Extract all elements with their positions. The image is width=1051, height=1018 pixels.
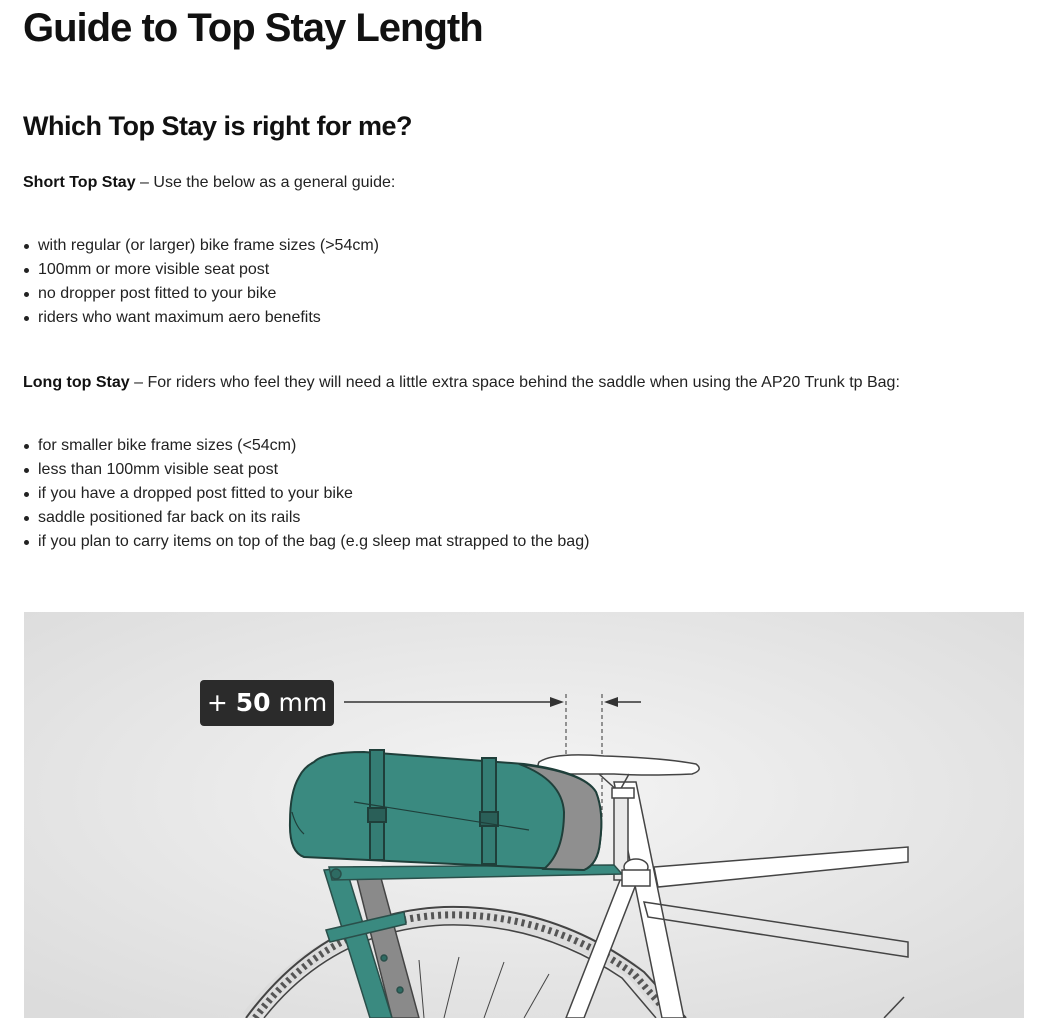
- list-item: less than 100mm visible seat post: [23, 458, 589, 482]
- long-stay-list: [23, 434, 589, 554]
- measurement-badge: [200, 680, 334, 726]
- seatpost-clamp: [622, 859, 650, 886]
- short-stay-list: [23, 234, 379, 330]
- short-stay-paragraph: [23, 173, 395, 193]
- section-heading: Which Top Stay is right for me?: [23, 111, 413, 141]
- list-item: saddle positioned far back on its rails: [23, 506, 589, 530]
- short-stay-heading: Short Top Stay: [23, 174, 136, 191]
- list-item: 100mm or more visible seat post: [23, 258, 379, 282]
- short-stay-intro: – Use the below as a general guide:: [135, 174, 396, 191]
- list-item: for smaller bike frame sizes (<54cm): [23, 434, 589, 458]
- long-stay-heading: Long top Stay: [23, 374, 130, 391]
- long-stay-intro: – For riders who feel they will need a little extra space behind the saddle when using the AP20 Trunk tp Bag:: [129, 374, 900, 391]
- list-item: if you have a dropped post fitted to your bike: [23, 482, 589, 506]
- badge-unit: mm: [270, 688, 328, 717]
- list-item: with regular (or larger) bike frame sizes (>54cm): [23, 234, 379, 258]
- list-item: if you plan to carry items on top of the bag (e.g sleep mat strapped to the bag): [23, 530, 589, 554]
- page-title: Guide to Top Stay Length: [23, 6, 483, 50]
- top-stay-illustration: [24, 612, 1024, 1018]
- long-stay-paragraph: [23, 373, 900, 393]
- badge-prefix: +: [206, 688, 236, 717]
- badge-value: 50: [235, 688, 271, 717]
- bike-illustration: [24, 612, 1024, 1018]
- list-item: riders who want maximum aero benefits: [23, 306, 379, 330]
- list-item: no dropper post fitted to your bike: [23, 282, 379, 306]
